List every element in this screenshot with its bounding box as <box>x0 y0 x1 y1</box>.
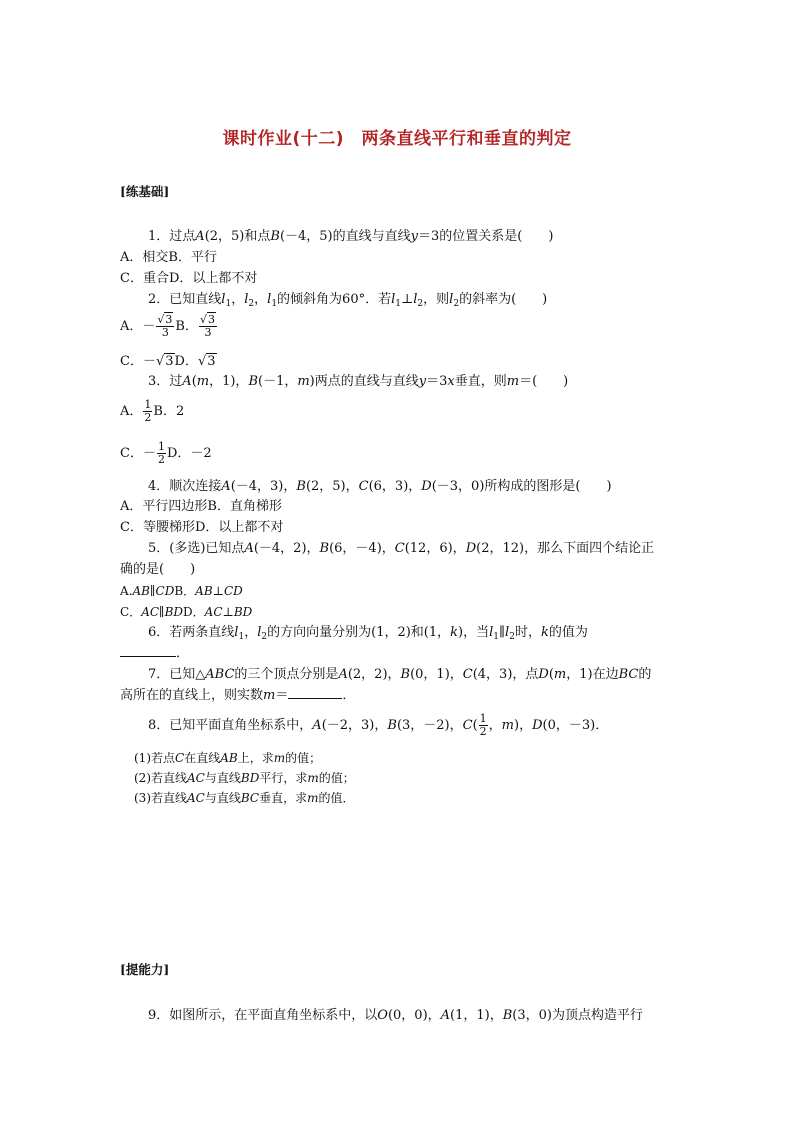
math-var: x <box>447 374 455 389</box>
option-c: C．重合 <box>120 271 169 286</box>
subscript: 2 <box>261 632 268 642</box>
math-var: l <box>449 292 454 307</box>
q3-options-cd <box>120 440 212 468</box>
math-var: AC <box>204 605 223 619</box>
parallel-symbol: ∥ <box>499 625 506 640</box>
question-number: 1． <box>148 229 170 244</box>
option-b: B．2 <box>153 404 185 419</box>
q1-options-ab <box>120 250 217 266</box>
q8-sub-1: (1)若点C在直线AB上，求m的值； <box>134 751 322 765</box>
question-text: (多选)已知点 <box>169 541 245 556</box>
math-var: C <box>175 751 185 765</box>
question-text: 垂直，则 <box>454 374 507 389</box>
question-number: 7． <box>148 667 170 682</box>
math-var: l <box>505 625 510 640</box>
math-var: C <box>358 479 369 494</box>
math-var: A <box>244 541 254 556</box>
question-text: 如图所示，在平面直角坐标系中，以 <box>169 1008 378 1023</box>
fraction: $\frac{1}{2}$ <box>144 398 152 424</box>
subscript: 2 <box>453 299 460 309</box>
question-text: 的方向向量分别为(1，2)和(1， <box>267 625 451 640</box>
math-var: CD <box>155 584 175 598</box>
sqrt-symbol: √3 <box>197 354 216 369</box>
question-number: 6． <box>148 625 170 640</box>
question-text: )，当 <box>458 625 490 640</box>
math-var: AB <box>220 751 238 765</box>
math-var: A <box>440 1008 451 1023</box>
math-var: l <box>244 292 249 307</box>
subscript: 1 <box>395 299 401 309</box>
option-a-label: A． <box>120 404 143 419</box>
option-b: B．直角梯形 <box>207 499 282 514</box>
q2-options-ab <box>120 312 218 344</box>
q3-options-ab <box>120 398 184 426</box>
q8-sub-3: (3)若直线AC与直线BC垂直，求m的值． <box>134 791 355 805</box>
q4-options-cd <box>120 520 283 536</box>
option-c-label: C．－ <box>120 354 156 369</box>
option-b-label: B． <box>174 584 196 598</box>
question-2 <box>148 292 547 308</box>
question-text: (－4，5)的直线与直线 <box>279 229 411 244</box>
math-var: BD <box>164 605 184 619</box>
math-var: D <box>538 667 549 682</box>
math-var: k <box>450 625 459 640</box>
question-4: 4．顺次连接A(－4，3)，B(2，5)，C(6，3)，D(－3，0)所构成的图形是( ) <box>148 479 612 494</box>
subscript: 2 <box>509 632 515 642</box>
question-number: 4． <box>148 479 170 494</box>
math-var: B <box>502 1008 513 1023</box>
math-var: BD <box>240 771 260 785</box>
math-var: AB <box>132 584 150 598</box>
option-c-label: C．－ <box>120 446 156 461</box>
option-b: B．平行 <box>168 250 217 265</box>
parallel-symbol: ∥ <box>149 584 156 598</box>
question-text: (2，5)和点 <box>204 229 271 244</box>
subscript: 1 <box>271 299 278 309</box>
question-text: ＝3的位置关系是( ) <box>417 229 554 244</box>
question-text: ，1)， <box>209 374 249 389</box>
separator: ， <box>254 292 268 307</box>
subscript: 1 <box>238 632 245 642</box>
q5-line-2: 确的是( ) <box>120 562 196 577</box>
math-var: CD <box>223 584 243 598</box>
math-var: l <box>234 625 239 640</box>
question-text: ＝( ) <box>519 374 569 389</box>
question-text: 高所在的直线上，则实数 <box>120 688 264 703</box>
question-1 <box>148 229 553 245</box>
subscript: 2 <box>417 299 424 309</box>
sqrt-symbol: √3 <box>155 354 174 369</box>
math-var: A <box>195 229 205 244</box>
math-var: B <box>387 718 397 733</box>
subscript: 2 <box>248 299 255 309</box>
math-var: B <box>248 374 258 389</box>
q1-options-cd <box>120 271 257 287</box>
question-text: 的斜率为( ) <box>459 292 548 307</box>
question-text: ＝3 <box>426 374 448 389</box>
math-var: C <box>462 718 473 733</box>
option-d: D．以上都不对 <box>194 520 284 535</box>
option-a: A．相交 <box>120 250 169 265</box>
math-var: k <box>540 625 549 640</box>
math-var: B <box>296 479 306 494</box>
question-text: 的倾斜角为60°．若 <box>277 292 392 307</box>
perpendicular-symbol: ⊥ <box>212 584 224 598</box>
fraction: $\frac{√3}{3}$ <box>199 313 215 339</box>
q6-answer-line: ． <box>120 646 189 662</box>
math-var: m <box>506 374 520 389</box>
question-5: 5．(多选)已知点A(－4，2)，B(6，－4)，C(12，6)，D(2，12)，那么下面四个结论正 <box>148 541 655 556</box>
math-var: A <box>221 479 231 494</box>
q8-sub-2: (2)若直线AC与直线BD平行，求m的值； <box>134 771 355 785</box>
question-number: 8． <box>148 718 170 733</box>
math-var: m <box>196 374 210 389</box>
math-var: m <box>297 374 310 389</box>
math-var: m <box>553 667 567 682</box>
math-var: BC <box>240 791 260 805</box>
question-3: 3．过A(m，1)，B(－1，m)两点的直线与直线y＝3x垂直，则m＝( ) <box>148 374 569 389</box>
question-text: )两点的直线与直线 <box>309 374 419 389</box>
question-number: 5． <box>148 541 170 556</box>
math-var: l <box>413 292 418 307</box>
math-var: y <box>418 374 427 389</box>
math-var: D <box>465 541 477 556</box>
parallel-symbol: ∥ <box>159 605 165 619</box>
option-a-label: A. <box>120 584 133 598</box>
question-text: ，则 <box>423 292 450 307</box>
subscript: 1 <box>225 299 232 309</box>
math-var: m <box>501 718 514 733</box>
option-a: A．平行四边形 <box>120 499 208 514</box>
subscript: 1 <box>493 632 500 642</box>
option-c: C．等腰梯形 <box>120 520 195 535</box>
option-d-label: D． <box>174 354 198 369</box>
option-a-label: A．－ <box>120 319 156 334</box>
question-text: (－1， <box>258 374 298 389</box>
math-var: D <box>421 479 432 494</box>
math-var: BC <box>618 667 639 682</box>
question-text: 过 <box>169 374 183 389</box>
math-var: l <box>221 292 226 307</box>
question-7: 7．已知△ABC的三个顶点分别是A(2，2)，B(0，1)，C(4，3)，点D(m，1)在边BC的 <box>148 667 652 682</box>
question-9: 9．如图所示，在平面直角坐标系中，以O(0，0)，A(1，1)，B(3，0)为顶点构造平行 <box>148 1008 643 1023</box>
math-var: B <box>319 541 330 556</box>
question-text: 已知直线 <box>169 292 222 307</box>
math-var: m <box>263 688 276 703</box>
question-text: 的值为 <box>548 625 588 640</box>
answer-blank[interactable] <box>120 656 176 657</box>
math-var: A <box>338 667 348 682</box>
separator: ， <box>231 292 245 307</box>
math-var: C <box>394 541 405 556</box>
math-var: A <box>312 718 322 733</box>
question-8: 8．已知平面直角坐标系中，A(－2，3)，B(3，－2)，C( $\frac{1}{2}$ ，m)，D(0，－3)． <box>148 712 609 738</box>
math-var: D <box>532 718 543 733</box>
perpendicular-symbol: ⊥ <box>222 605 234 619</box>
question-number: 2． <box>148 292 170 307</box>
fraction: $\frac{1}{2}$ <box>479 712 487 738</box>
q7-line-2: 高所在的直线上，则实数m＝ ． <box>120 688 356 703</box>
answer-blank[interactable] <box>288 698 342 699</box>
math-var: l <box>391 292 396 307</box>
math-var: ABC <box>205 667 235 682</box>
math-var: C <box>462 667 473 682</box>
question-text: 过点 <box>169 229 196 244</box>
sqrt-symbol: √3 <box>199 313 215 326</box>
option-c-label: C． <box>120 605 142 619</box>
question-text: 若两条直线 <box>169 625 235 640</box>
fraction: $\frac{1}{2}$ <box>157 440 165 466</box>
sqrt-symbol: √3 <box>157 313 173 326</box>
page-title: 课时作业(十二) 两条直线平行和垂直的判定 <box>222 129 572 149</box>
question-number: 9． <box>148 1008 170 1023</box>
math-var: AC <box>141 605 160 619</box>
math-var: AC <box>187 771 205 785</box>
math-var: O <box>377 1008 388 1023</box>
math-var: AB <box>195 584 213 598</box>
math-var: B <box>270 229 280 244</box>
math-var: m <box>307 771 319 785</box>
q4-options-ab <box>120 499 282 515</box>
question-text: 已知△ <box>169 667 206 682</box>
math-var: m <box>307 791 319 805</box>
math-var: BD <box>233 605 253 619</box>
fraction: $\frac{√3}{3}$ <box>157 313 173 339</box>
math-var: l <box>489 625 494 640</box>
math-var: A <box>182 374 192 389</box>
perpendicular-symbol: ⊥ <box>401 292 414 307</box>
option-b-label: B． <box>175 319 198 334</box>
question-text: 已知平面直角坐标系中， <box>169 718 313 733</box>
q2-options-cd <box>120 354 217 370</box>
question-text: 的三个顶点分别是 <box>234 667 339 682</box>
math-var: l <box>257 625 262 640</box>
math-var: B <box>400 667 411 682</box>
question-number: 3． <box>148 374 170 389</box>
question-text: 时， <box>514 625 541 640</box>
option-d: D．以上都不对 <box>168 271 258 286</box>
section-advanced: [提能力] <box>120 962 170 977</box>
section-basic: [练基础] <box>120 184 170 199</box>
math-var: AC <box>187 791 205 805</box>
question-text: 顺次连接 <box>169 479 222 494</box>
option-d-label: D． <box>183 605 205 619</box>
question-6: 6．若两条直线$l_1$，$l_2$的方向向量分别为(1，2)和(1，k)，当$l_1\parallel l_2$时，k的值为 <box>148 625 588 642</box>
math-var: m <box>273 751 286 765</box>
math-var: y <box>410 229 418 244</box>
math-var: l <box>267 292 272 307</box>
q5-options-cd <box>120 604 252 620</box>
q5-options-ab <box>120 583 243 599</box>
option-d: D．－2 <box>166 446 212 461</box>
